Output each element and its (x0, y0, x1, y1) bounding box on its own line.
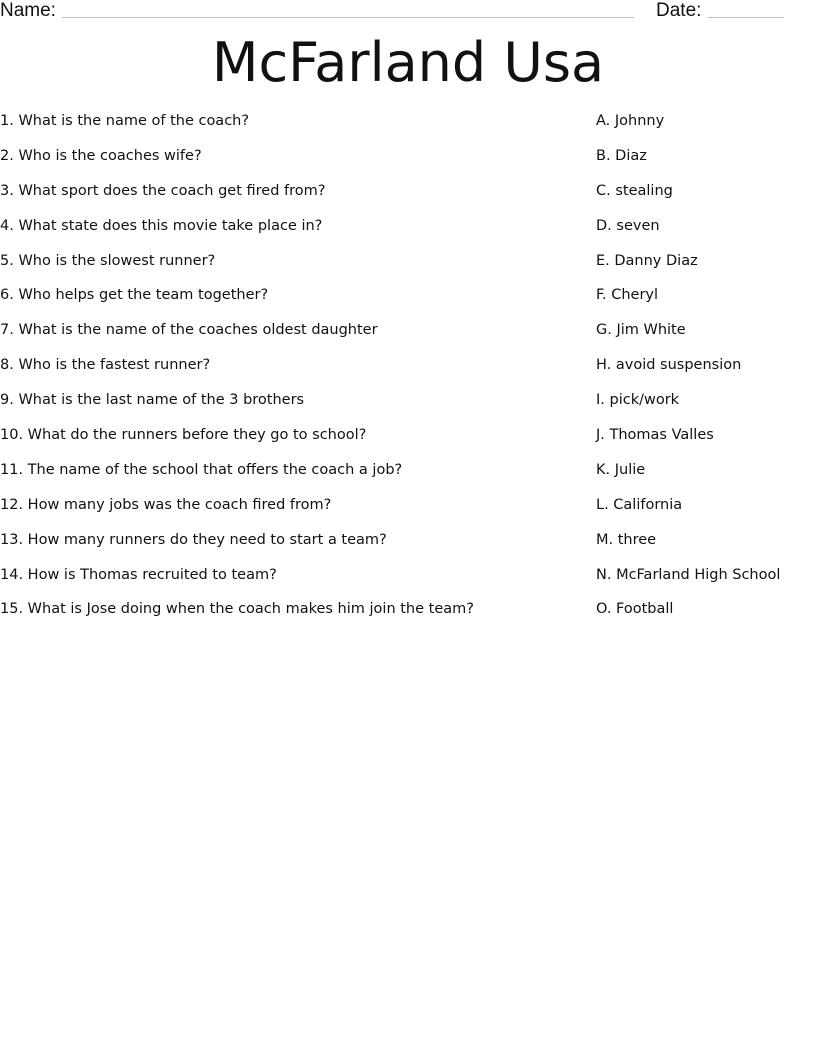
answer-item: N. McFarland High School (596, 566, 781, 583)
answer-item: D. seven (596, 217, 660, 234)
question-item: 15. What is Jose doing when the coach makes him join the team? (0, 601, 474, 618)
question-item: 8. Who is the fastest runner? (0, 357, 211, 374)
question-item: 10. What do the runners before they go to school? (0, 427, 367, 444)
name-label: Name: (0, 0, 56, 21)
question-item: 3. What sport does the coach get fired from? (0, 182, 326, 199)
answer-item: I. pick/work (596, 392, 680, 409)
answer-item: J. Thomas Valles (596, 427, 714, 444)
name-blank-line (62, 17, 634, 18)
answer-item: O. Football (596, 601, 674, 618)
question-item: 2. Who is the coaches wife? (0, 147, 202, 164)
answer-item: H. avoid suspension (596, 357, 742, 374)
question-item: 5. Who is the slowest runner? (0, 252, 216, 269)
answer-item: F. Cheryl (596, 287, 659, 304)
question-item: 12. How many jobs was the coach fired from? (0, 496, 332, 513)
question-item: 9. What is the last name of the 3 brothers (0, 392, 305, 409)
question-item: 13. How many runners do they need to start a team? (0, 531, 387, 548)
question-item: 11. The name of the school that offers the coach a job? (0, 461, 403, 478)
answer-item: L. California (596, 496, 683, 513)
answer-item: G. Jim White (596, 322, 686, 339)
question-item: 4. What state does this movie take place in? (0, 217, 323, 234)
page-title: McFarland Usa (211, 31, 605, 94)
question-item: 6. Who helps get the team together? (0, 287, 269, 304)
date-blank-line (708, 17, 784, 18)
answer-list (596, 110, 812, 633)
question-item: 7. What is the name of the coaches oldest daughter (0, 322, 378, 339)
question-item: 14. How is Thomas recruited to team? (0, 566, 277, 583)
answer-item: C. stealing (596, 182, 673, 199)
date-label: Date: (656, 0, 702, 21)
answer-item: M. three (596, 531, 657, 548)
answer-item: K. Julie (596, 461, 646, 478)
answer-item: E. Danny Diaz (596, 252, 698, 269)
answer-item: B. Diaz (596, 147, 647, 164)
question-item: 1. What is the name of the coach? (0, 113, 250, 129)
worksheet-header (0, 0, 816, 24)
answer-item: A. Johnny (596, 113, 665, 129)
question-list (0, 110, 580, 633)
